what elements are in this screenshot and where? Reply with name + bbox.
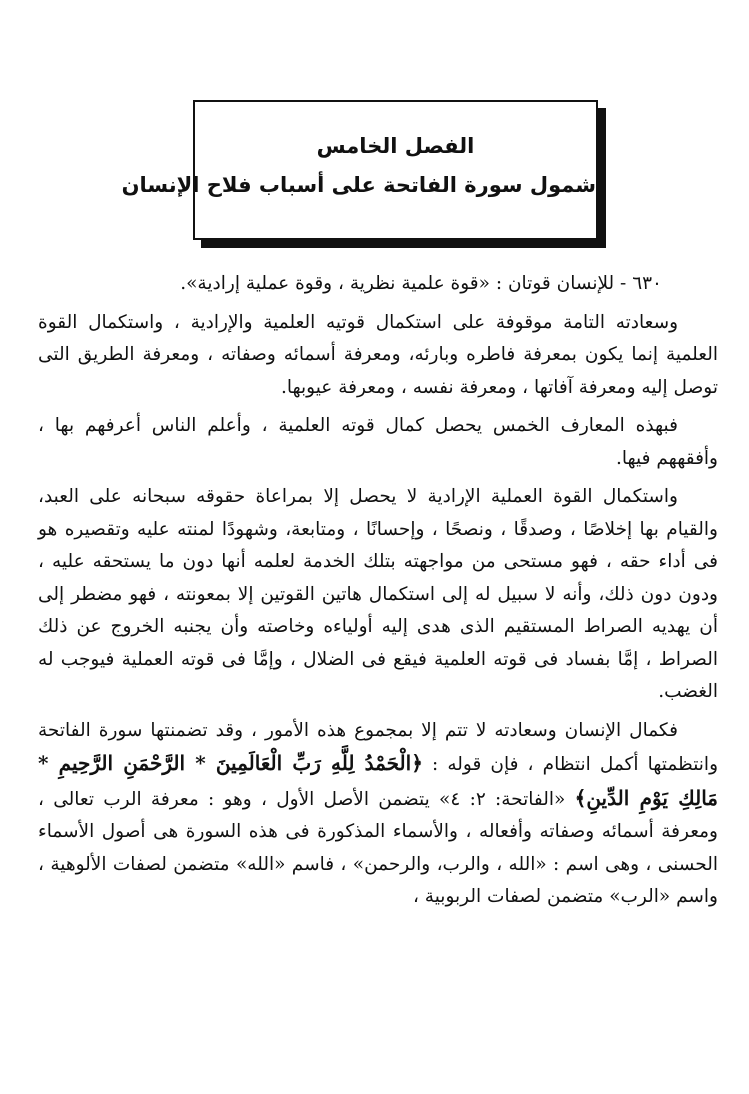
quran-verse: ﴿الْحَمْدُ لِلَّهِ رَبِّ الْعَالَمِينَ * الرَّحْمَنِ الرَّحِيمِ * مَالِكِ يَوْمِ الدِّينِ﴾ xyxy=(38,751,718,810)
paragraph-intro: فكمال الإنسان وسعادته لا تتم إلا بمجموع هذه الأمور ، وقد تضمنتها سورة الفاتحة وانتظمتها أكمل انتظام ، فإن قوله : xyxy=(38,719,719,775)
paragraph-continuation: «الفاتحة: ٢: ٤» يتضمن الأصل الأول ، وهو : معرفة الرب تعالى ، ومعرفة أسمائه وصفاته وأفعاله ، والأسماء المذكورة فى هذه السورة هى أصول الأسماء الحسنى ، وهى اسم : «الله ، والرب، والرحمن» ، فاسم «الله» متضمن لصفات الألوهية ، واسم «الرب» متضمن لصفات الربوبية ، xyxy=(38,788,718,907)
chapter-title: شمول سورة الفاتحة على أسباب فلاح الإنسان xyxy=(121,173,596,197)
paragraph-fatiha xyxy=(38,715,718,914)
body-text xyxy=(38,268,718,920)
paragraph-630: ٦٣٠ - للإنسان قوتان : «قوة علمية نظرية ، وقوة عملية إرادية». xyxy=(180,273,662,294)
paragraph: فبهذه المعارف الخمس يحصل كمال قوته العلمية ، وأعلم الناس أعرفهم بها ، وأفقههم فيها. xyxy=(38,415,718,469)
paragraph: واستكمال القوة العملية الإرادية لا يحصل إلا بمراعاة حقوقه سبحانه على العبد، والقيام بها إخلاصًا ، وصدقًا ، ونصحًا ، وإحسانًا ، ومتابعة، وشهودًا لمنته عليه وتقصيره هو فى أداء حقه ، فهو مستحى من مواجهته بتلك الخدمة لعلمه أنها دون ما يستحقه عليه ، ودون دون ذلك، وأنه لا سبيل له إلى استكمال هاتين القوتين إلا بمعونته ، فهو مضطر إلى أن يهديه الصراط المستقيم الذى هدى إليه أولياءه وخاصته وأن يجنبه الخروج عن ذلك الصراط ، إمَّا بفساد فى قوته العلمية فيقع فى الضلال ، وإمَّا فى قوته العملية فيوجب له الغضب. xyxy=(38,486,718,702)
chapter-heading-frame xyxy=(121,100,600,242)
paragraph: وسعادته التامة موقوفة على استكمال قوتيه العلمية والإرادية ، واستكمال القوة العلمية إنما يكون بمعرفة فاطره وبارئه، ومعرفة أسمائه وصفاته ، ومعرفة الطريق التى توصل إليه ومعرفة آفاتها ، ومعرفة نفسه ، ومعرفة عيوبها. xyxy=(38,311,718,398)
chapter-label: الفصل الخامس xyxy=(316,134,475,158)
chapter-heading-box xyxy=(121,100,598,240)
